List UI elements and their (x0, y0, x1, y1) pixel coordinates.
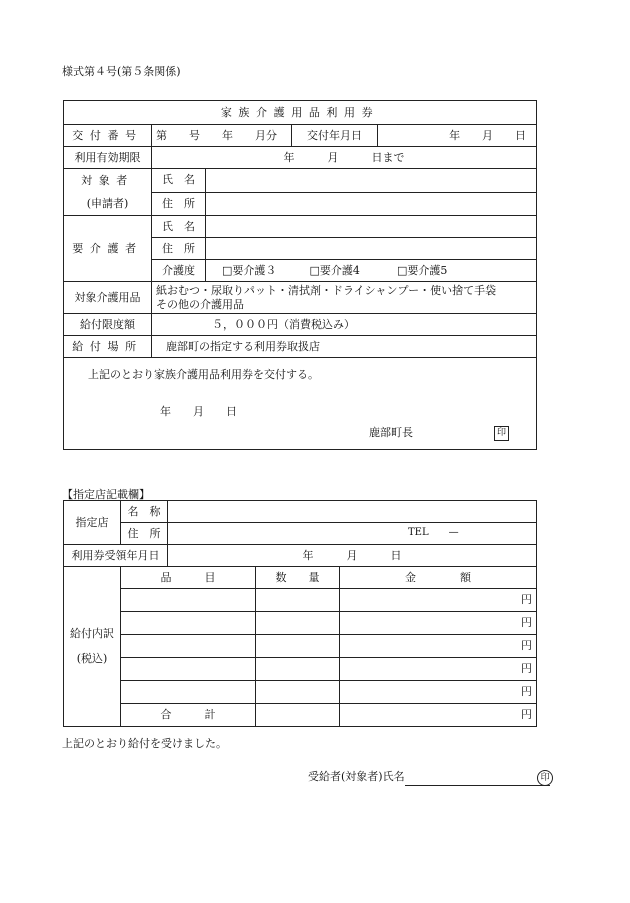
item-cell[interactable] (121, 658, 256, 681)
amount-cell[interactable]: 円 (340, 635, 537, 658)
care-name-label: 氏 名 (152, 216, 206, 238)
total-label: 合 計 (121, 704, 256, 727)
qty-cell[interactable] (256, 681, 340, 704)
target-name-label: 氏 名 (152, 169, 206, 193)
issue-date-label: 交付年月日 (292, 125, 378, 147)
mayor-label: 鹿部町長 (369, 426, 413, 440)
goods-line-2: その他の介護用品 (156, 297, 244, 311)
col-amount-header: 金 額 (340, 567, 537, 589)
qty-cell[interactable] (256, 589, 340, 612)
table-row (64, 635, 537, 658)
item-cell[interactable] (121, 681, 256, 704)
care-name-field[interactable] (206, 216, 537, 238)
place-label: 給付場所 (64, 336, 152, 358)
validity-value[interactable]: 年 月 日まで (152, 147, 537, 169)
issuance-notice: 上記のとおり家族介護用品利用券を交付する。 (88, 368, 319, 382)
store-label: 指定店 (64, 501, 121, 545)
care-level-3-checkbox[interactable]: □要介護３ (222, 263, 277, 277)
target-address-field[interactable] (206, 192, 537, 216)
care-address-label: 住 所 (152, 238, 206, 260)
care-level-4-checkbox[interactable]: □要介護4 (309, 263, 360, 277)
total-qty-cell[interactable] (256, 704, 340, 727)
store-name-field[interactable] (168, 501, 537, 523)
form-number: 様式第４号(第５条関係) (62, 65, 181, 78)
care-level-label: 介護度 (152, 260, 206, 282)
issuance-block (64, 358, 537, 450)
voucher-table (63, 100, 537, 450)
amount-cell[interactable]: 円 (340, 589, 537, 612)
mayor-seal (494, 425, 509, 441)
care-address-field[interactable] (206, 238, 537, 260)
goods-label: 対象介護用品 (64, 282, 152, 314)
received-notice: 上記のとおり給付を受けました。 (62, 737, 227, 750)
store-name-label: 名 称 (121, 501, 168, 523)
store-section-heading: 【指定店記載欄】 (62, 488, 150, 501)
limit-label: 給付限度額 (64, 314, 152, 336)
goods-line-1: 紙おむつ・尿取りパット・清拭剤・ドライシャンプー・使い捨て手袋 (156, 283, 497, 297)
issue-number-value[interactable]: 第 号 年 月分 (152, 125, 292, 147)
col-qty-header: 数 量 (256, 567, 340, 589)
issue-date-value[interactable]: 年 月 日 (378, 125, 537, 147)
recipient-name-field[interactable] (405, 773, 550, 786)
target-address-label: 住 所 (152, 192, 206, 216)
limit-value: ５，０００円（消費税込み） (152, 314, 537, 336)
recipient-signature-line (308, 768, 553, 786)
breakdown-sub-label: (税込) (76, 651, 108, 665)
care-level-options (206, 260, 537, 282)
amount-cell[interactable]: 円 (340, 681, 537, 704)
store-tel[interactable]: TEL — (168, 523, 537, 545)
issue-number-label: 交付番号 (64, 125, 152, 147)
total-row (64, 704, 537, 727)
amount-cell[interactable]: 円 (340, 658, 537, 681)
voucher-title: 家族介護用品利用券 (64, 101, 537, 125)
table-row (64, 658, 537, 681)
care-level-5-checkbox[interactable]: □要介護5 (397, 263, 448, 277)
place-value: 鹿部町の指定する利用券取扱店 (152, 336, 537, 358)
recipient-label: 受給者(対象者)氏名 (308, 770, 405, 783)
seal-mark: 印 (494, 426, 509, 441)
breakdown-label: 給付内訳 (70, 627, 114, 641)
store-table (63, 500, 537, 727)
target-name-field[interactable] (206, 169, 537, 193)
goods-value (152, 282, 537, 314)
store-address-label: 住 所 (121, 523, 168, 545)
item-cell[interactable] (121, 589, 256, 612)
target-label: 対象者 (81, 174, 134, 187)
table-row (64, 612, 537, 635)
target-label-cell (64, 169, 152, 216)
total-amount-cell[interactable]: 円 (340, 704, 537, 727)
recipient-seal: 印 (537, 770, 553, 786)
item-cell[interactable] (121, 635, 256, 658)
received-date-value[interactable]: 年 月 日 (168, 545, 537, 567)
item-cell[interactable] (121, 612, 256, 635)
col-item-header: 品 目 (121, 567, 256, 589)
care-recipient-label: 要介護者 (64, 216, 152, 282)
target-sub-label: (申請者) (86, 197, 129, 211)
breakdown-label-cell (64, 567, 121, 727)
qty-cell[interactable] (256, 612, 340, 635)
table-row (64, 681, 537, 704)
received-date-label: 利用券受領年月日 (64, 545, 168, 567)
validity-label: 利用有効期限 (64, 147, 152, 169)
qty-cell[interactable] (256, 635, 340, 658)
issuance-date[interactable]: 年 月 日 (160, 405, 237, 419)
qty-cell[interactable] (256, 658, 340, 681)
table-row (64, 589, 537, 612)
amount-cell[interactable]: 円 (340, 612, 537, 635)
